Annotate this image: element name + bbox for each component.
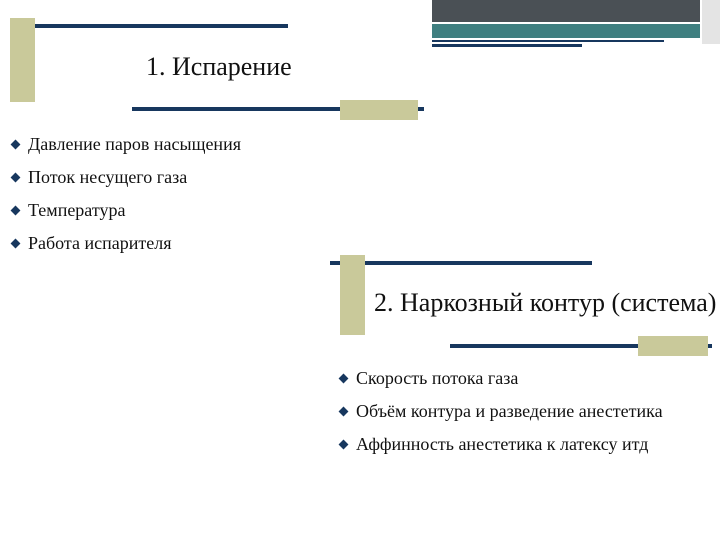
diamond-bullet-icon	[11, 239, 21, 249]
diamond-bullet-icon	[339, 407, 349, 417]
header-teal-bar	[432, 24, 700, 38]
section1-list	[10, 128, 241, 260]
diamond-bullet-icon	[11, 173, 21, 183]
list-item	[338, 395, 663, 428]
diamond-bullet-icon	[11, 140, 21, 150]
list-item	[338, 362, 663, 395]
diamond-bullet-icon	[11, 206, 21, 216]
list-item	[338, 428, 663, 461]
list-item	[10, 194, 241, 227]
list-item	[10, 128, 241, 161]
list-item-text: Температура	[28, 200, 126, 220]
section1-underline-block	[340, 100, 418, 120]
section1-title: 1. Испарение	[146, 52, 292, 81]
section2-title: 2. Наркозный контур (система)	[374, 288, 717, 317]
diamond-bullet-icon	[339, 374, 349, 384]
diamond-bullet-icon	[339, 440, 349, 450]
list-item	[10, 227, 241, 260]
header-short-line	[432, 44, 582, 47]
list-item-text: Поток несущего газа	[28, 167, 188, 187]
section2-side-bar	[340, 255, 365, 335]
header-right-strip	[702, 0, 720, 44]
list-item	[10, 161, 241, 194]
header-thin-line	[432, 40, 664, 42]
list-item-text: Аффинность анестетика к латексу итд	[356, 434, 649, 454]
list-item-text: Давление паров насыщения	[28, 134, 241, 154]
section1-side-bar	[10, 18, 35, 102]
section2-list	[338, 362, 663, 461]
list-item-text: Объём контура и разведение анестетика	[356, 401, 663, 421]
list-item-text: Работа испарителя	[28, 233, 172, 253]
section2-underline-block	[638, 336, 708, 356]
list-item-text: Скорость потока газа	[356, 368, 519, 388]
header-decoration	[432, 0, 720, 60]
section2-top-line	[330, 261, 592, 265]
section1-top-line	[10, 24, 288, 28]
header-dark-bar	[432, 0, 700, 22]
